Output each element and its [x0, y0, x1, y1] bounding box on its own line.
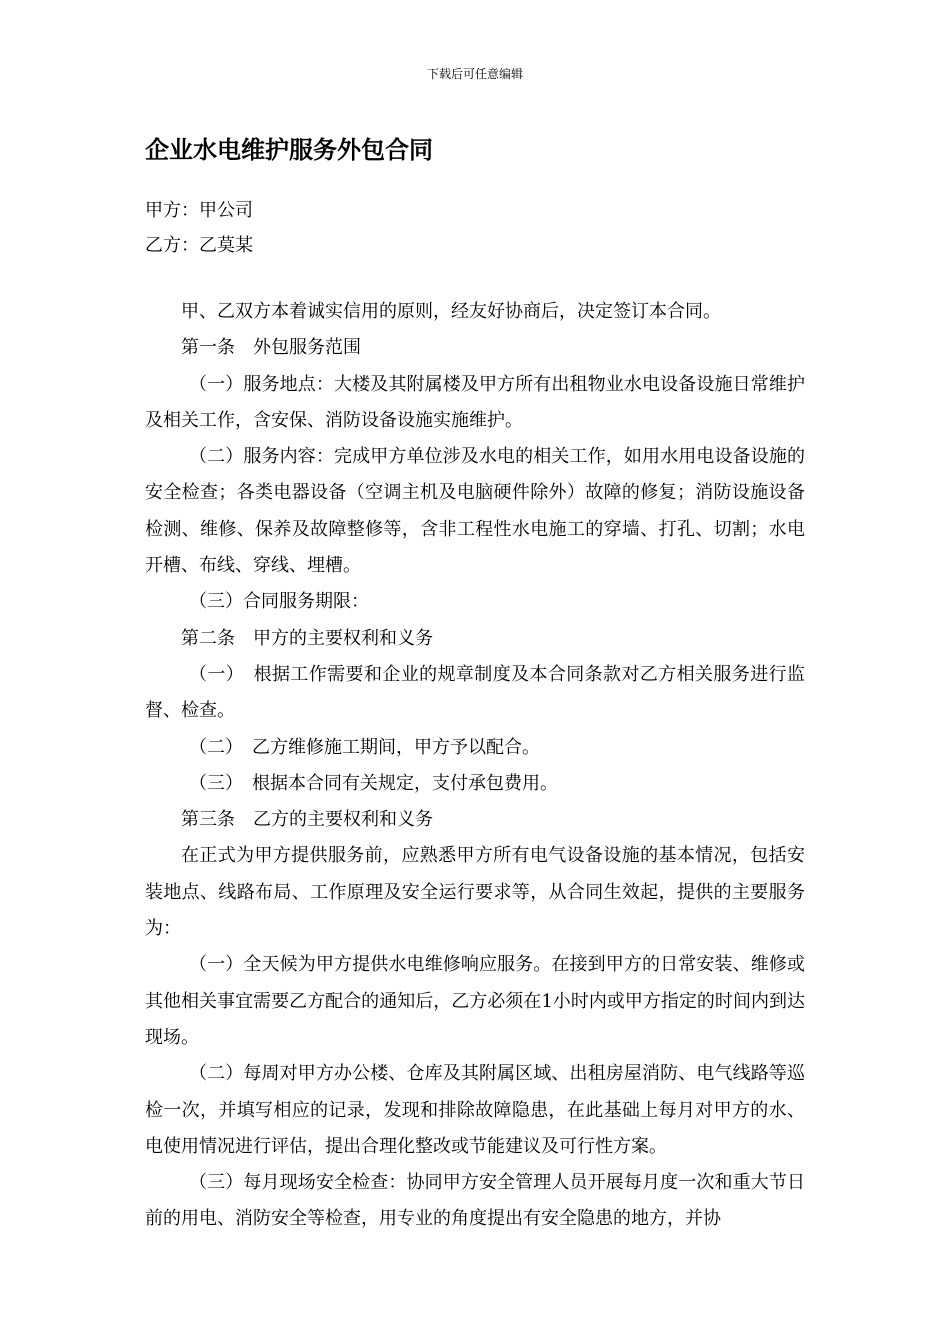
article-3-heading: 第三条 乙方的主要权利和义务	[181, 809, 433, 831]
article-2-heading: 第二条 甲方的主要权利和义务	[181, 627, 433, 649]
article-3-item-2: （二）每周对甲方办公楼、仓库及其附属区域、出租房屋消防、电气线路等巡检一次，并填写相应的记录，发现和排除故障隐患，在此基础上每月对甲方的水、电使用情况进行评估，提出合理化整改或节能建议及可行性方案。	[145, 1063, 805, 1157]
article-1-item-3: （三）合同服务期限：	[189, 591, 369, 613]
header-note: 下载后可任意编辑	[426, 67, 523, 81]
article-1-item-1: （一）服务地点：大楼及其附属楼及甲方所有出租物业水电设备设施日常维护及相关工作，含安保、消防设备设施实施维护。	[145, 373, 805, 431]
article-3-intro: 在正式为甲方提供服务前，应熟悉甲方所有电气设备设施的基本情况，包括安装地点、线路布局、工作原理及安全运行要求等，从合同生效起，提供的主要服务为：	[145, 845, 805, 940]
article-3-item-3: （三）每月现场安全检查：协同甲方安全管理人员开展每月度一次和重大节日前的用电、消防安全等检查，用专业的角度提出有安全隐患的地方，并协	[145, 1172, 805, 1230]
article-3-item-1: （一）全天候为甲方提供水电维修响应服务。在接到甲方的日常安装、维修或其他相关事宜需要乙方配合的通知后，乙方必须在1小时内或甲方指定的时间内到达现场。	[145, 954, 805, 1048]
article-2-item-2: （二） 乙方维修施工期间，甲方予以配合。	[189, 736, 540, 758]
party-b: 乙方：乙莫某	[145, 235, 253, 256]
article-2-item-3: （三） 根据本合同有关规定，支付承包费用。	[189, 772, 558, 794]
article-1-heading: 第一条 外包服务范围	[181, 337, 361, 359]
document-title: 企业水电维护服务外包合同	[145, 136, 433, 164]
party-a: 甲方：甲公司	[145, 200, 253, 221]
article-2-item-1: （一） 根据工作需要和企业的规章制度及本合同条款对乙方相关服务进行监督、检查。	[145, 663, 805, 722]
intro-paragraph: 甲、乙双方本着诚实信用的原则，经友好协商后，决定签订本合同。	[181, 301, 721, 322]
article-1-item-2: （二）服务内容：完成甲方单位涉及水电的相关工作，如用水用电设备设施的安全检查；各类电器设备（空调主机及电脑硬件除外）故障的修复；消防设施设备检测、维修、保养及故障整修等，含非工程性水电施工的穿墙、打孔、切割；水电开槽、布线、穿线、埋槽。	[145, 446, 805, 577]
contract-body	[145, 294, 805, 1238]
